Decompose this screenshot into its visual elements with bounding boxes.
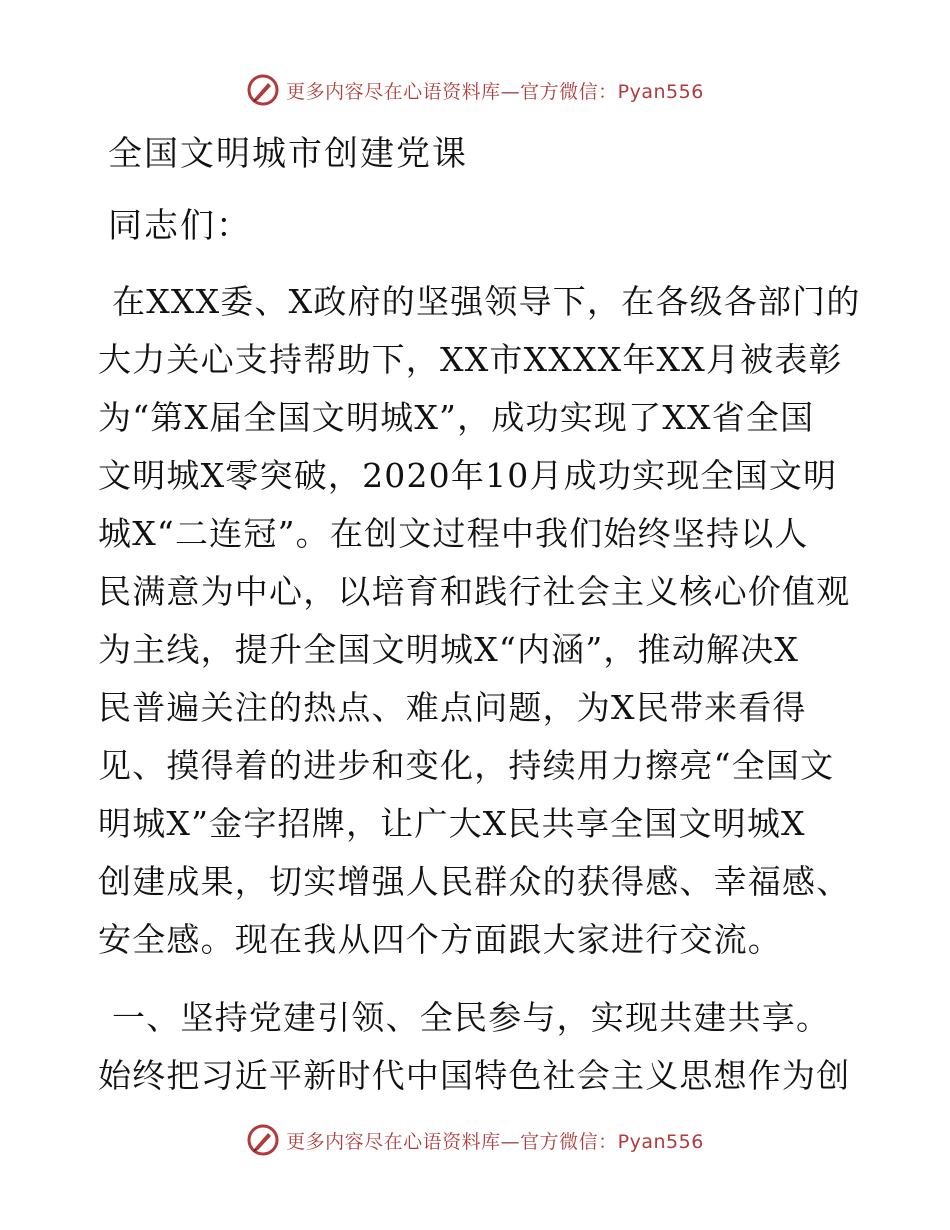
watermark-text: 更多内容尽在心语资料库—官方微信：Pyan556	[286, 80, 704, 103]
paragraph-line: 为主线，提升全国文明城X“内涵”，推动解决X	[98, 630, 800, 669]
pen-logo-icon	[246, 73, 280, 107]
section-heading: 一、坚持党建引领、全民参与，实现共建共享。	[112, 998, 831, 1037]
paragraph-line: 城X“二连冠”。在创文过程中我们始终坚持以人	[98, 514, 809, 553]
paragraph-line: 为“第X届全国文明城X”，成功实现了XX省全国	[98, 398, 815, 437]
paragraph-line: 安全感。现在我从四个方面跟大家进行交流。	[98, 920, 782, 959]
watermark-footer	[0, 1120, 950, 1160]
paragraph-line: 大力关心支持帮助下，XX市XXXX年XX月被表彰	[98, 340, 843, 379]
paragraph-line: 创建成果，切实增强人民群众的获得感、幸福感、	[98, 862, 851, 901]
paragraph-line: 文明城X零突破，2020年10月成功实现全国文明	[98, 456, 838, 495]
watermark-text: 更多内容尽在心语资料库—官方微信：Pyan556	[286, 1130, 704, 1153]
paragraph-line: 民普遍关注的热点、难点问题，为X民带来看得	[98, 688, 807, 727]
paragraph-line: 在XXX委、X政府的坚强领导下，在各级各部门的	[112, 282, 861, 321]
paragraph-line: 见、摸得着的进步和变化，持续用力擦亮“全国文	[98, 746, 835, 785]
salutation: 同志们：	[108, 206, 252, 246]
document-title: 全国文明城市创建党课	[108, 134, 468, 174]
paragraph-line: 明城X”金字招牌，让广大X民共享全国文明城X	[98, 804, 806, 843]
paragraph-line: 始终把习近平新时代中国特色社会主义思想作为创	[98, 1056, 851, 1095]
pen-logo-icon	[246, 1123, 280, 1157]
paragraph-line: 民满意为中心，以培育和践行社会主义核心价值观	[98, 572, 851, 611]
watermark-header	[0, 70, 950, 110]
